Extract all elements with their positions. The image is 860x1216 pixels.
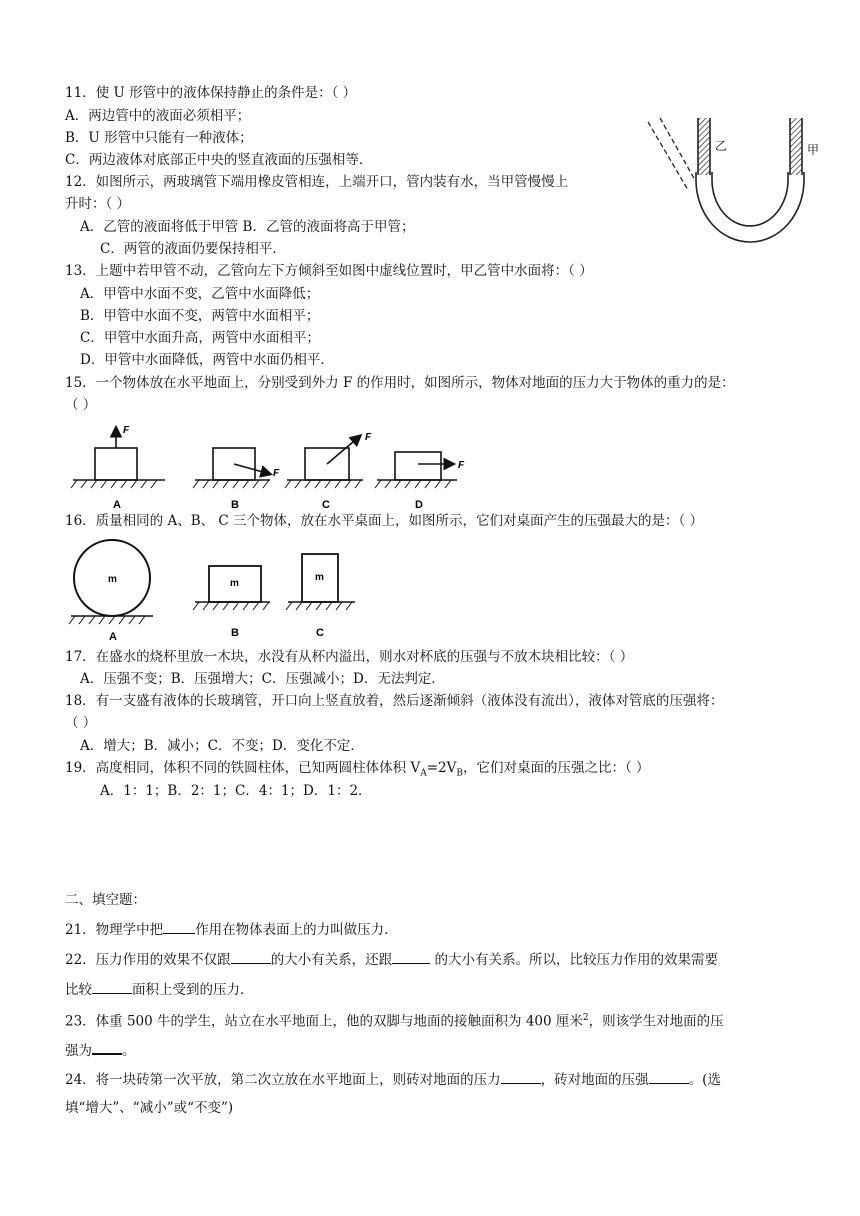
q18-stem-line1: 18．有一支盛有液体的长玻璃管，开口向上竖直放着，然后逐渐倾斜（液体没有流出），液体对管底的压强将： — [65, 693, 724, 709]
q24-line2: 填“增大”、“减小”或“不变”) — [65, 1100, 234, 1116]
q13-option-b: B．甲管中水面不变，两管中水面相平； — [80, 308, 320, 324]
q23-line1: 23．体重 500 牛的学生，站立在水平地面上，他的双脚与地面的接触面积为 400 厘米$^2$，则该学生对地面的压 — [65, 1013, 724, 1030]
section2-heading: 二、填空题： — [65, 892, 146, 908]
object-label-b: B — [231, 627, 239, 639]
q22-line2: 比较 面积上受到的压力． — [65, 979, 254, 999]
q11-option-c: C．两边液体对底部正中央的竖直液面的压强相等． — [65, 152, 373, 168]
object-label-a: A — [109, 631, 117, 643]
q13-option-c: C．甲管中水面升高，两管中水面相平； — [80, 330, 320, 346]
q15-stem-line2: （ ） — [65, 397, 97, 413]
label-yi: 乙 — [715, 139, 728, 153]
force-diagram-b — [193, 448, 280, 511]
q18-options: A．增大；B．减小；C．不变；D．变化不定． — [80, 738, 364, 754]
q12-options-ab: A．乙管的液面将低于甲管 B．乙管的液面将高于甲管； — [80, 219, 415, 235]
object-b-block — [193, 566, 270, 639]
q11-stem: 11．使 U 形管中的液体保持静止的条件是：（ ） — [65, 85, 357, 101]
q23-line2: 强为 。 — [65, 1039, 136, 1060]
q15-stem-line1: 15．一个物体放在水平地面上，分别受到外力 F 的作用时，如图所示，物体对地面的压力大于物体的重力的是： — [65, 375, 735, 391]
q13-option-d: D．甲管中水面降低，两管中水面仍相平． — [80, 352, 334, 368]
object-a-sphere — [69, 540, 153, 643]
force-label-d: F — [458, 460, 465, 471]
q11-option-a: A．两边管中的液面必须相平； — [65, 108, 251, 124]
q12-stem-line2: 升时：（ ） — [65, 196, 131, 212]
mass-objects-figure — [65, 536, 365, 646]
q24-blank2[interactable] — [649, 1069, 689, 1084]
q17-stem: 17．在盛水的烧杯里放一木块，水没有从杯内溢出，则水对杯底的压强与不放木块相比较：（ ） — [65, 649, 634, 665]
object-c-block — [286, 554, 355, 639]
force-diagram-a — [71, 425, 165, 511]
u-tube-figure — [640, 110, 830, 255]
q24-line1: 24．将一块砖第一次平放，第二次立放在水平地面上，则砖对地面的压力 ，砖对地面的压强 。(选 — [65, 1069, 721, 1089]
q22-blank2[interactable] — [392, 949, 430, 964]
mass-label-c: m — [315, 572, 324, 583]
mass-label-b: m — [230, 578, 239, 589]
object-label-c: C — [316, 627, 324, 639]
diagram-label-c: C — [322, 499, 330, 511]
diagram-label-b: B — [231, 499, 239, 511]
force-diagrams-figure — [65, 418, 485, 513]
q18-stem-line2: （ ） — [65, 715, 97, 731]
q16-stem: 16．质量相同的 A、B、 C 三个物体，放在水平桌面上，如图所示，它们对桌面产生的压强最大的是：（ ） — [65, 513, 704, 529]
q21-blank[interactable] — [163, 919, 195, 934]
mass-label-a: m — [108, 574, 117, 585]
q22-blank1[interactable] — [231, 949, 271, 964]
q19-options: A．1：1；B．2：1；C．4：1；D．1：2． — [100, 783, 372, 799]
q22-line1: 22．压力作用的效果不仅跟 的大小有关系，还跟 的大小有关系。所以，比较压力作用的效果需要 — [65, 949, 718, 969]
q17-options: A．压强不变；B．压强增大；C．压强减小；D．无法判定． — [80, 671, 445, 687]
force-diagram-c — [285, 432, 372, 511]
force-label-b: F — [273, 468, 280, 479]
q22-blank3[interactable] — [92, 979, 132, 994]
force-label-c: F — [365, 432, 372, 443]
q24-blank1[interactable] — [501, 1069, 541, 1084]
diagram-label-a: A — [113, 499, 121, 511]
q19-stem: 19．高度相同，体积不同的铁圆柱体，已知两圆柱体体积 $V_A=2V_B$，它们对桌面的压强之比：（ ） — [65, 760, 650, 779]
force-label-a: F — [123, 425, 130, 436]
q23-blank[interactable] — [92, 1039, 122, 1055]
q13-option-a: A．甲管中水面不变，乙管中水面降低； — [80, 286, 320, 302]
diagram-label-d: D — [415, 499, 423, 511]
q21: 21．物理学中把 作用在物体表面上的力叫做压力． — [65, 919, 398, 939]
q11-option-b: B．U 形管中只能有一种液体； — [65, 130, 253, 146]
label-jia: 甲 — [807, 143, 820, 157]
q13-stem: 13．上题中若甲管不动，乙管向左下方倾斜至如图中虚线位置时，甲乙管中水面将：（ ） — [65, 263, 593, 279]
q12-option-c: C．两管的液面仍要保持相平． — [100, 241, 286, 257]
force-diagram-d — [375, 452, 465, 511]
q12-stem-line1: 12．如图所示，两玻璃管下端用橡皮管相连，上端开口，管内装有水，当甲管慢慢上 — [65, 174, 569, 190]
